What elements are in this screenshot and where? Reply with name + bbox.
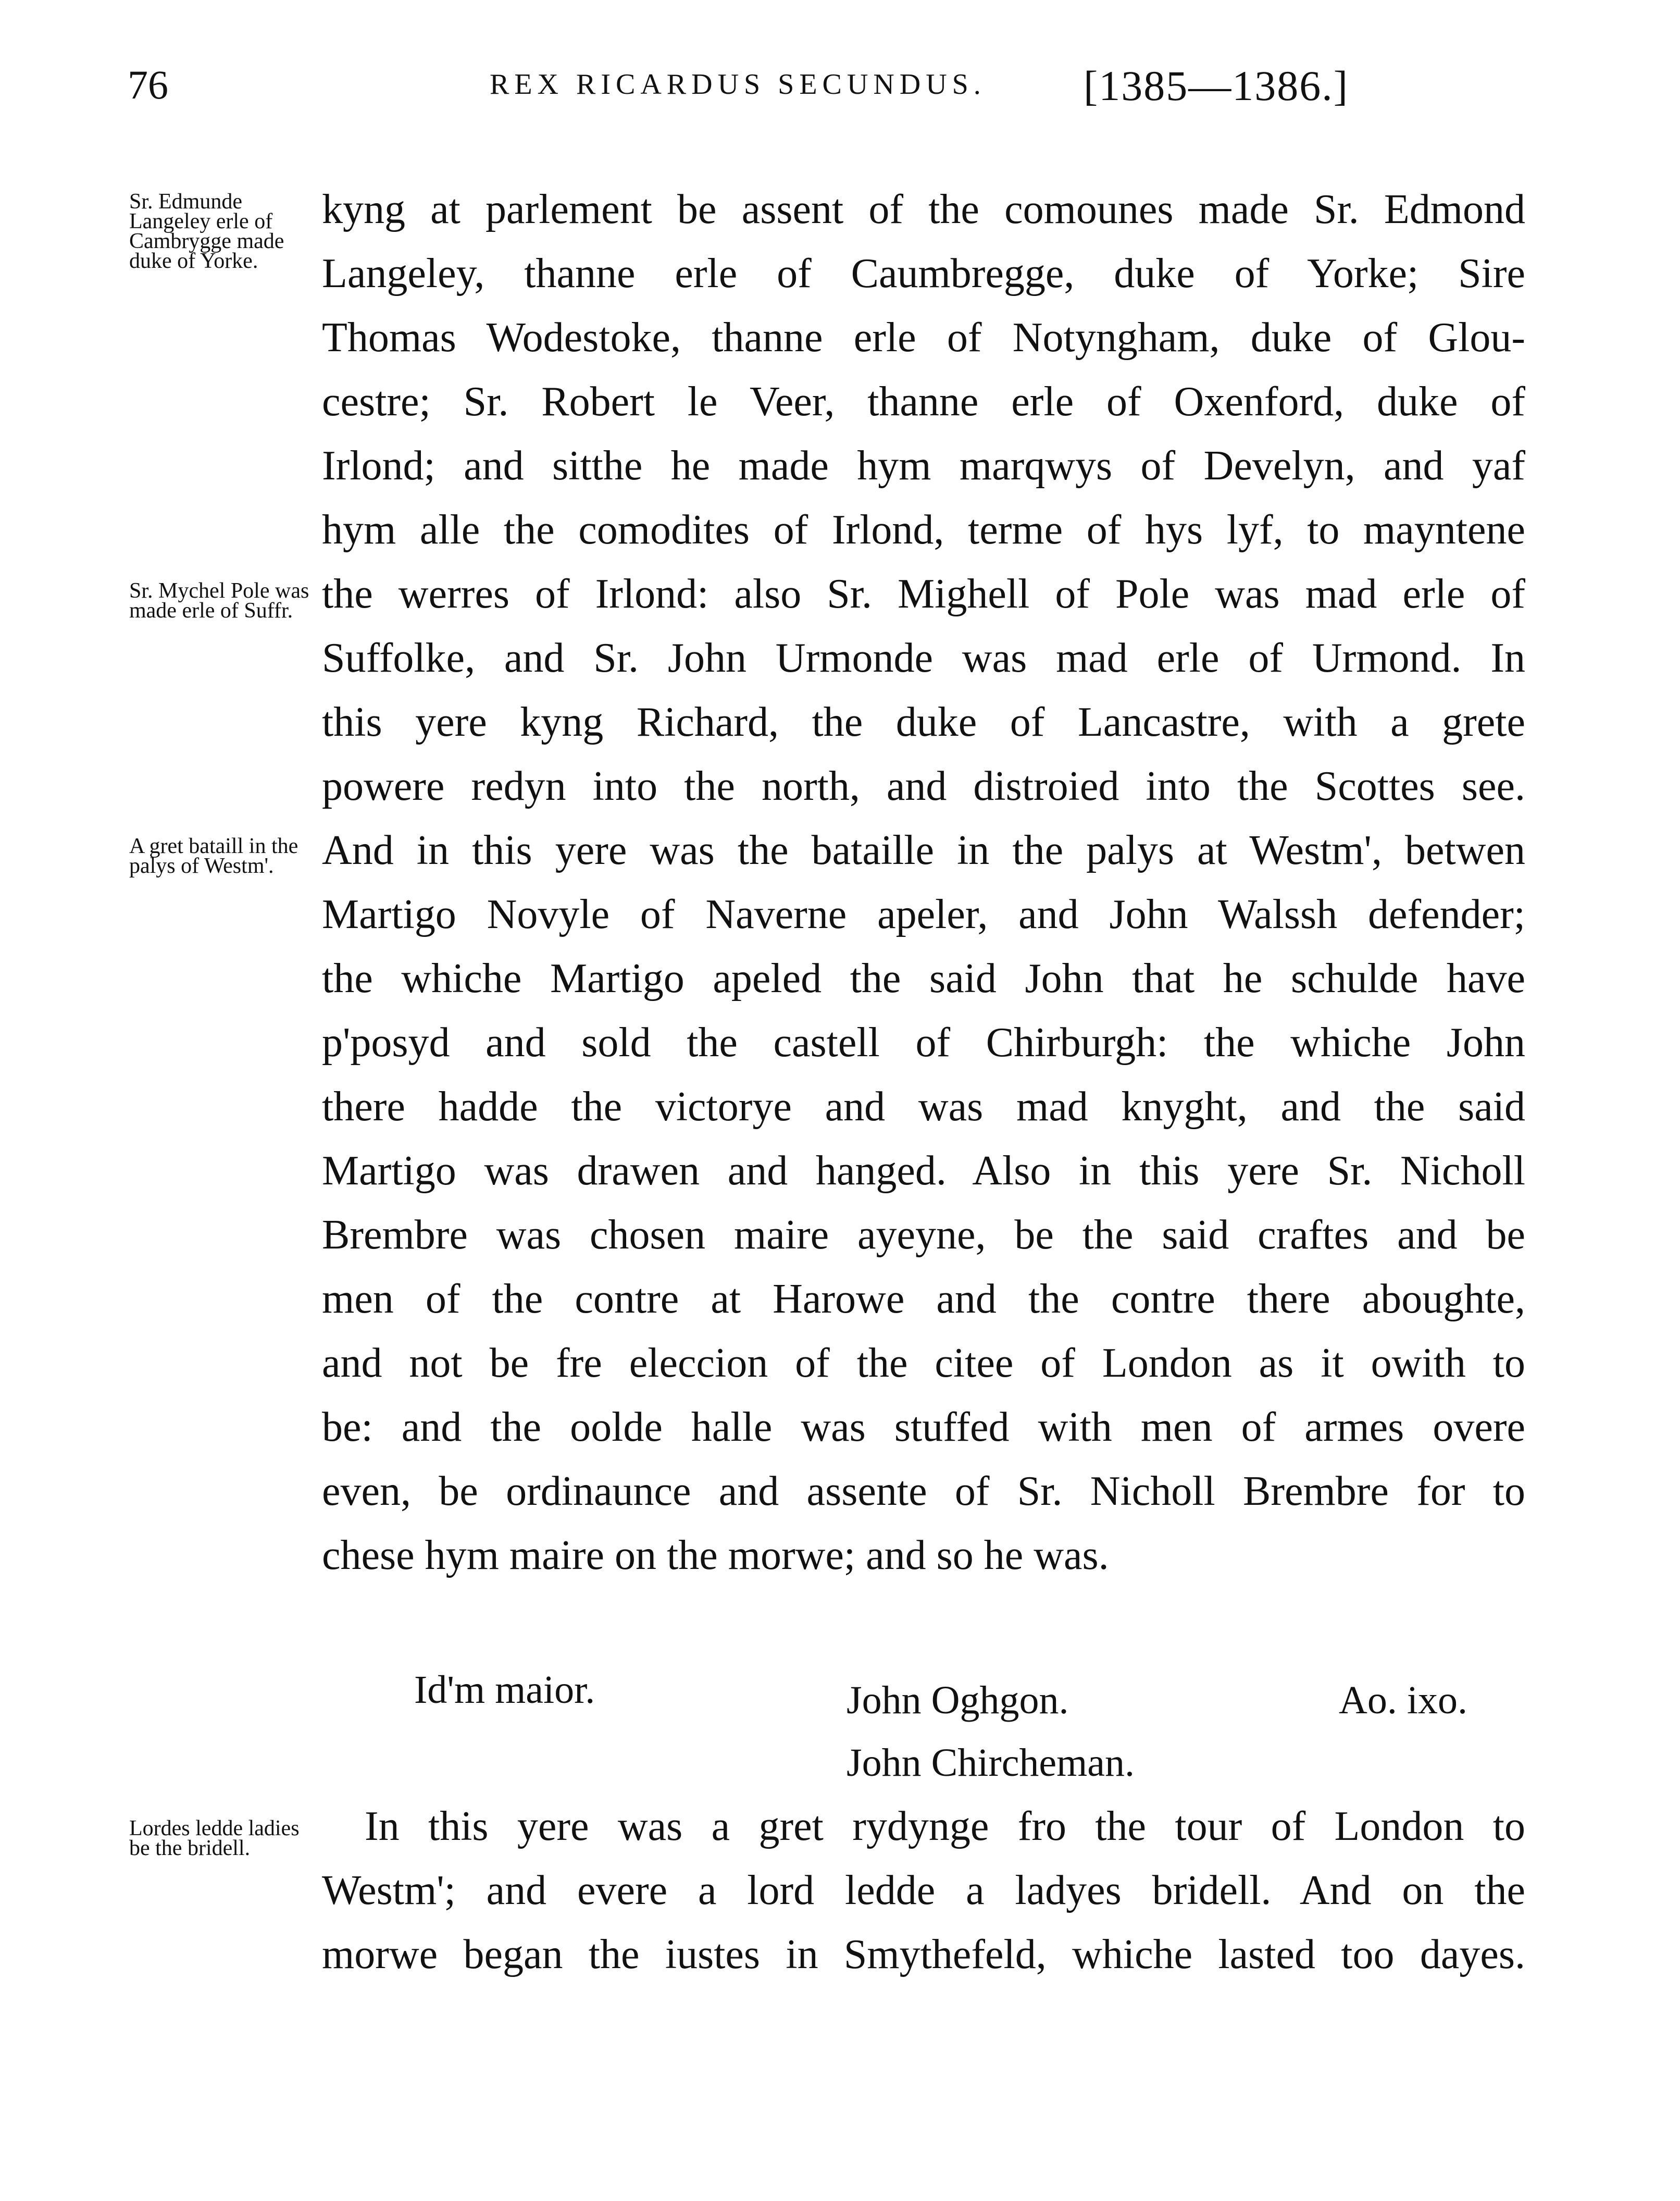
text-line: Langeley, thanne erle of Caumbregge, duke of Yorke; Sire: [322, 251, 1525, 296]
text-line: the werres of Irlond: also Sr. Mighell of Pole was mad erle of: [322, 571, 1525, 617]
page-number: 76: [128, 62, 168, 107]
text-line: be: and the oolde halle was stuffed with men of armes overe: [322, 1404, 1525, 1450]
text-line: And in this yere was the bataille in the palys at Westm', betwen: [322, 827, 1525, 873]
text-line: this yere kyng Richard, the duke of Lancastre, with a grete: [322, 699, 1525, 745]
text-line: kyng at parlement be assent of the comounes made Sr. Edmond: [322, 187, 1525, 232]
margin-note-lordes-ledde-ladies: Lordes ledde ladies be the bridell.: [129, 1816, 300, 1860]
text-line: Martigo Novyle of Naverne apeler, and John Walssh defender;: [322, 892, 1525, 937]
text-line: Westm'; and evere a lord ledde a ladyes bridell. And on the: [322, 1868, 1525, 1913]
sheriff-name: John Oghgon.: [847, 1678, 1069, 1722]
date-range: [1385—1386.]: [1084, 62, 1349, 109]
margin-note-gret-bataill: A gret bataill in the palys of Westm'.: [129, 834, 298, 878]
text-line: and not be fre eleccion of the citee of London as it owith to: [322, 1340, 1525, 1386]
text-line: Martigo was drawen and hanged. Also in this yere Sr. Nicholl: [322, 1148, 1525, 1194]
regnal-year: Ao. ixo.: [1339, 1678, 1467, 1722]
text-line: the whiche Martigo apeled the said John that he schulde have: [322, 956, 1525, 1001]
text-line: hym alle the comodites of Irlond, terme of hys lyf, to mayntene: [322, 507, 1525, 553]
running-head: REX RICARDUS SECUNDUS.: [490, 68, 986, 101]
sheriff-name: John Chircheman.: [847, 1741, 1135, 1785]
text-line: In this yere was a gret rydynge fro the tour of London to: [365, 1803, 1525, 1849]
text-line: chese hym maire on the morwe; and so he was.: [322, 1532, 1109, 1578]
text-line: men of the contre at Harowe and the contre there aboughte,: [322, 1276, 1525, 1322]
text-line: powere redyn into the north, and distroied into the Scottes see.: [322, 763, 1525, 809]
text-line: Suffolke, and Sr. John Urmonde was mad erle of Urmond. In: [322, 635, 1525, 681]
text-line: there hadde the victorye and was mad knyght, and the said: [322, 1084, 1525, 1130]
mayor-label: Id'm maior.: [414, 1668, 595, 1712]
text-line: p'posyd and sold the castell of Chirburgh: the whiche John: [322, 1020, 1525, 1066]
text-line: Irlond; and sitthe he made hym marqwys of Develyn, and yaf: [322, 443, 1525, 489]
text-line: morwe began the iustes in Smythefeld, whiche lasted too dayes.: [322, 1932, 1525, 1977]
margin-note-edmund-langeley: Sr. Edmunde Langeley erle of Cambrygge made duke of Yorke.: [129, 190, 284, 273]
text-line: even, be ordinaunce and assente of Sr. Nicholl Brembre for to: [322, 1468, 1525, 1514]
text-line: Thomas Wodestoke, thanne erle of Notyngham, duke of Glou-: [322, 315, 1525, 361]
text-line: Brembre was chosen maire ayeyne, be the said craftes and be: [322, 1212, 1525, 1258]
margin-note-mychel-pole: Sr. Mychel Pole was made erle of Suffr.: [129, 579, 309, 623]
text-line: cestre; Sr. Robert le Veer, thanne erle of Oxenford, duke of: [322, 379, 1525, 425]
